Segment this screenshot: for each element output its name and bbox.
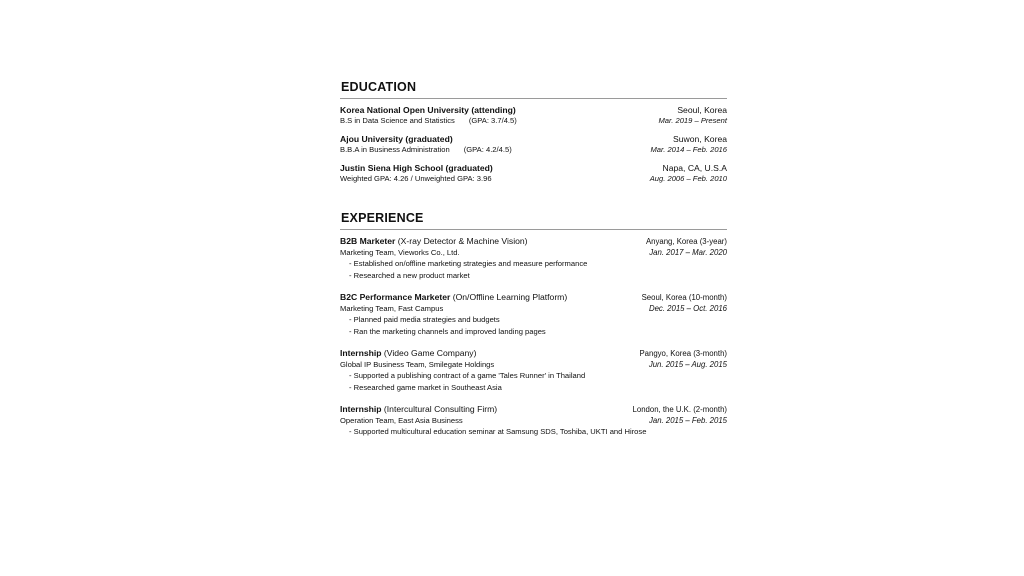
experience-section — [340, 235, 727, 438]
school-name: Justin Siena High School (graduated) — [340, 163, 493, 173]
job-bullets — [340, 426, 727, 438]
job-bullets — [340, 314, 727, 338]
experience-heading: EXPERIENCE — [340, 211, 727, 230]
job-organization: Marketing Team, Fast Campus — [340, 304, 444, 313]
job-location: London, the U.K. (2-month) — [632, 405, 727, 414]
education-entry — [340, 162, 727, 184]
job-role: Internship — [340, 404, 382, 414]
experience-entry — [340, 235, 727, 282]
education-dates: Aug. 2006 – Feb. 2010 — [649, 174, 727, 183]
job-role: B2C Performance Marketer — [340, 292, 451, 302]
school-location: Suwon, Korea — [673, 134, 727, 144]
degree: B.S in Data Science and Statistics — [340, 116, 455, 125]
job-context: (Video Game Company) — [381, 348, 477, 358]
bullet-item: - Supported multicultural education seminar at Samsung SDS, Toshiba, UKTI and Hirose — [349, 427, 647, 436]
education-section — [340, 104, 727, 184]
job-organization: Global IP Business Team, Smilegate Holdings — [340, 360, 495, 369]
job-context: (X-ray Detector & Machine Vision) — [395, 236, 528, 246]
education-entry — [340, 133, 727, 155]
degree: B.B.A in Business Administration — [340, 145, 450, 154]
job-dates: Jan. 2015 – Feb. 2015 — [648, 416, 727, 425]
job-role: B2B Marketer — [340, 236, 396, 246]
bullet-item: - Ran the marketing channels and improved landing pages — [349, 327, 546, 336]
job-dates: Dec. 2015 – Oct. 2016 — [648, 304, 727, 313]
school-name: Korea National Open University (attending) — [340, 105, 516, 115]
experience-entry — [340, 347, 727, 394]
bullet-item: - Researched a new product market — [349, 271, 470, 280]
bullet-item: - Established on/offline marketing strategies and measure performance — [349, 259, 588, 268]
job-context: (On/Offline Learning Platform) — [450, 292, 568, 302]
school-location: Napa, CA, U.S.A — [662, 163, 727, 173]
job-bullets — [340, 258, 727, 282]
bullet-item: - Supported a publishing contract of a game 'Tales Runner' in Thailand — [349, 371, 586, 380]
job-organization: Marketing Team, Vieworks Co., Ltd. — [340, 248, 460, 257]
job-organization: Operation Team, East Asia Business — [340, 416, 463, 425]
gpa: (GPA: 4.2/4.5) — [463, 145, 512, 154]
job-context: (Intercultural Consulting Firm) — [381, 404, 498, 414]
degree: Weighted GPA: 4.26 / Unweighted GPA: 3.96 — [340, 174, 492, 183]
gpa: (GPA: 3.7/4.5) — [468, 116, 517, 125]
job-bullets — [340, 370, 727, 394]
resume-page — [340, 80, 727, 447]
job-dates: Jan. 2017 – Mar. 2020 — [649, 248, 727, 257]
bullet-item: - Planned paid media strategies and budgets — [349, 315, 500, 324]
school-name: Ajou University (graduated) — [340, 134, 453, 144]
job-dates: Jun. 2015 – Aug. 2015 — [648, 360, 727, 369]
education-heading: EDUCATION — [340, 80, 727, 99]
job-role: Internship — [340, 348, 382, 358]
bullet-item: - Researched game market in Southeast Asia — [349, 383, 502, 392]
job-location: Pangyo, Korea (3-month) — [639, 349, 727, 358]
experience-entry — [340, 291, 727, 338]
experience-entry — [340, 403, 727, 438]
education-dates: Mar. 2019 – Present — [658, 116, 727, 125]
education-dates: Mar. 2014 – Feb. 2016 — [650, 145, 727, 154]
school-location: Seoul, Korea — [677, 105, 727, 115]
job-location: Seoul, Korea (10-month) — [641, 293, 727, 302]
job-location: Anyang, Korea (3-year) — [645, 237, 727, 246]
education-entry — [340, 104, 727, 126]
